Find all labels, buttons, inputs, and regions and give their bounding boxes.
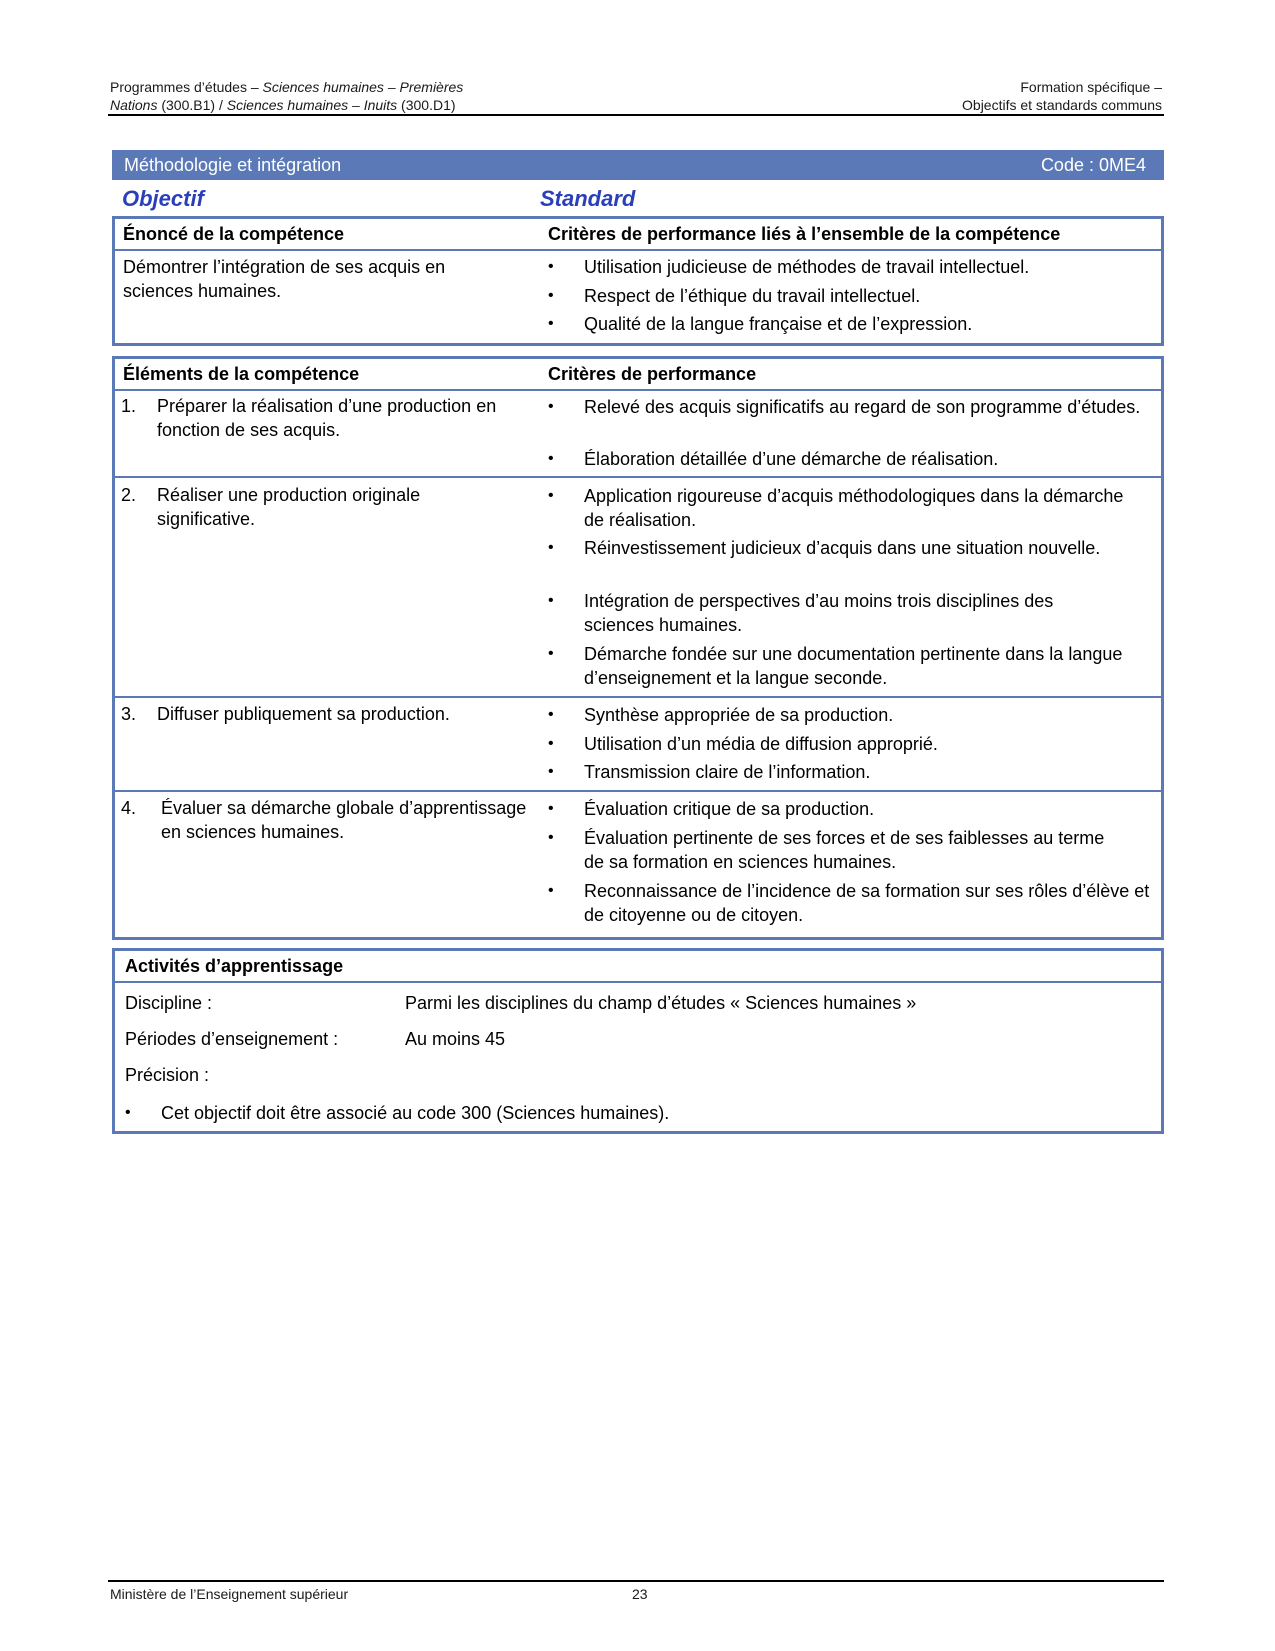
header-section: Formation spécifique – bbox=[1020, 79, 1162, 95]
competence-statement-box bbox=[112, 216, 1164, 346]
learning-activities-box bbox=[112, 948, 1164, 1134]
discipline-value: Parmi les disciplines du champ d’études « Sciences humaines » bbox=[405, 993, 917, 1013]
element-criterion: • Élaboration détaillée d’une démarche de réalisation. bbox=[584, 447, 1150, 471]
activities-header-row bbox=[115, 951, 1161, 983]
element-number: 1. bbox=[121, 396, 137, 416]
element-criterion: • Démarche fondée sur une documentation pertinente dans la langue d’enseignement et la langue seconde. bbox=[584, 642, 1139, 690]
element-criterion: • Utilisation d’un média de diffusion approprié. bbox=[584, 732, 1150, 756]
header-row-1 bbox=[110, 78, 1162, 96]
standard-label: Standard bbox=[540, 186, 636, 211]
element-number: 3. bbox=[121, 704, 137, 724]
header-subsection: Objectifs et standards communs bbox=[962, 97, 1162, 113]
global-criteria-header: Critères de performance liés à l’ensemble de la compétence bbox=[548, 224, 1061, 244]
global-criterion: • Respect de l’éthique du travail intellectuel. bbox=[584, 284, 1144, 308]
elements-box bbox=[112, 356, 1164, 940]
header-row-2 bbox=[110, 96, 1162, 114]
precision-label: Précision : bbox=[125, 1065, 210, 1085]
elements-header-row bbox=[115, 359, 1161, 391]
elements-header-divider bbox=[115, 389, 1161, 391]
element-number: 2. bbox=[121, 485, 137, 505]
page-number: 23 bbox=[632, 1586, 648, 1602]
element-criterion: • Synthèse appropriée de sa production. bbox=[584, 703, 1150, 727]
element-criterion: • Application rigoureuse d’acquis méthodologiques dans la démarche de réalisation. bbox=[584, 484, 1124, 532]
header-program-line2: Nations (300.B1) / Sciences humaines – Inuits (300.D1) bbox=[110, 97, 456, 113]
activities-header-divider bbox=[115, 981, 1161, 983]
page-footer bbox=[110, 1586, 650, 1602]
objective-code: Code : 0ME4 bbox=[1040, 154, 1146, 175]
element-text: Évaluer sa démarche globale d’apprentissage en sciences humaines. bbox=[161, 798, 527, 842]
element-text: Diffuser publiquement sa production. bbox=[157, 704, 450, 724]
header-program-line1: Programmes d’études – Sciences humaines – Premières bbox=[110, 79, 464, 95]
precision-item: • Cet objectif doit être associé au code 300 (Sciences humaines). bbox=[161, 1101, 1121, 1125]
element-divider bbox=[115, 696, 1161, 698]
element-criterion: • Transmission claire de l’information. bbox=[584, 760, 1150, 784]
statement-header: Énoncé de la compétence bbox=[123, 224, 345, 244]
element-criterion: • Évaluation pertinente de ses forces et de ses faiblesses au terme de sa formation en sciences humaines. bbox=[584, 826, 1124, 874]
objective-standard-labels bbox=[112, 186, 1164, 214]
global-criterion: • Qualité de la langue française et de l’expression. bbox=[584, 312, 1144, 336]
element-criterion: • Reconnaissance de l’incidence de sa formation sur ses rôles d’élève et de citoyenne ou de citoyen. bbox=[584, 879, 1150, 927]
element-criterion: • Relevé des acquis significatifs au regard de son programme d’études. bbox=[584, 395, 1150, 419]
objective-title-bar bbox=[112, 150, 1164, 180]
element-divider bbox=[115, 476, 1161, 478]
element-number: 4. bbox=[121, 798, 137, 818]
performance-criteria-header: Critères de performance bbox=[548, 364, 757, 384]
footer-divider bbox=[108, 1580, 1164, 1582]
activities-header: Activités d’apprentissage bbox=[125, 956, 344, 976]
element-criterion: • Évaluation critique de sa production. bbox=[584, 797, 1150, 821]
competence-statement: Démontrer l’intégration de ses acquis en sciences humaines. bbox=[123, 257, 446, 301]
global-criterion: • Utilisation judicieuse de méthodes de travail intellectuel. bbox=[584, 255, 1144, 279]
objective-title: Méthodologie et intégration bbox=[124, 154, 342, 175]
header-divider bbox=[108, 114, 1164, 116]
element-criterion: • Intégration de perspectives d’au moins trois disciplines des sciences humaines. bbox=[584, 589, 1124, 637]
element-divider bbox=[115, 790, 1161, 792]
objectif-label: Objectif bbox=[122, 186, 204, 211]
discipline-label: Discipline : bbox=[125, 993, 213, 1013]
footer-ministry: Ministère de l’Enseignement supérieur bbox=[110, 1586, 349, 1602]
periods-value: Au moins 45 bbox=[405, 1029, 506, 1049]
element-text: Préparer la réalisation d’une production en fonction de ses acquis. bbox=[157, 396, 497, 440]
periods-label: Périodes d’enseignement : bbox=[125, 1029, 339, 1049]
elements-header: Éléments de la compétence bbox=[123, 364, 360, 384]
element-criterion: • Réinvestissement judicieux d’acquis dans une situation nouvelle. bbox=[584, 536, 1104, 560]
competence-header-row bbox=[115, 219, 1161, 251]
competence-header-divider bbox=[115, 249, 1161, 251]
element-text: Réaliser une production originale significative. bbox=[157, 485, 421, 529]
page-header bbox=[110, 78, 1162, 114]
